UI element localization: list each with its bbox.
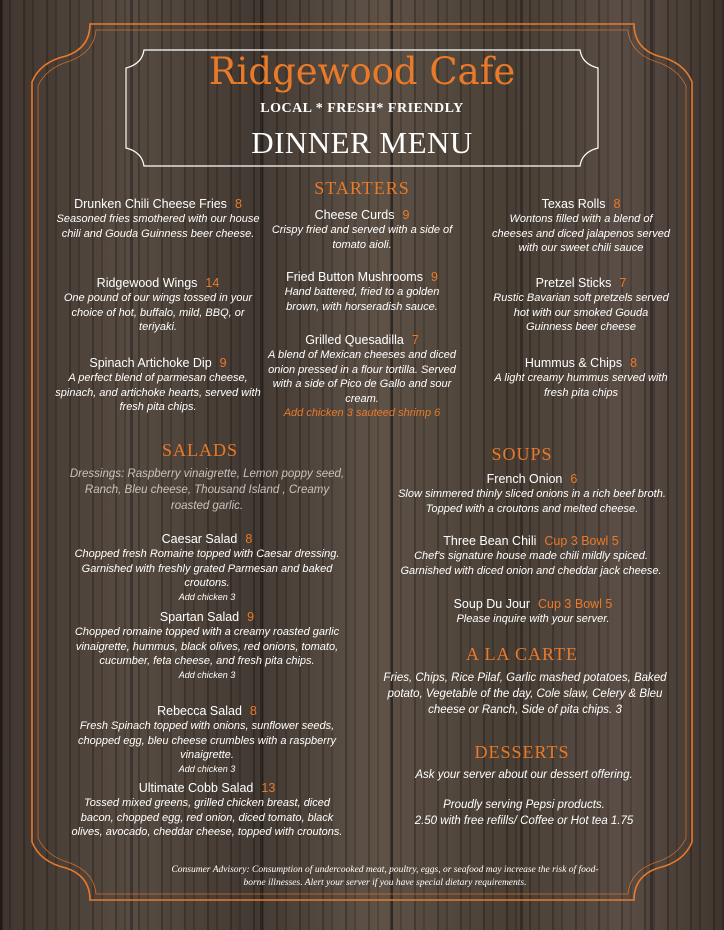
item-price: 7 — [619, 276, 627, 290]
item-name: Caesar Salad — [161, 532, 238, 546]
item-price: Cup 3 Bowl 5 — [538, 597, 613, 611]
item-price: 14 — [205, 276, 220, 290]
item-addon: Add chicken 3 — [178, 763, 236, 774]
item-price: 9 — [430, 270, 438, 284]
soups-heading: SOUPS — [491, 444, 553, 464]
item-name: French Onion — [486, 472, 563, 486]
a-la-carte-heading: A LA CARTE — [466, 644, 578, 664]
item-name: Fried Button Mushrooms — [286, 270, 423, 284]
menu-item — [408, 596, 658, 627]
item-price: 9 — [402, 208, 410, 222]
item-desc: Chopped romaine topped with a creamy roasted garlic vinaigrette, hummus, black olives, red onions, tomato, cucumber, feta cheese, and fresh pita chips. — [74, 626, 340, 667]
item-name: Grilled Quesadilla — [305, 333, 404, 347]
cafe-title: Ridgewood Cafe — [208, 50, 516, 93]
item-desc: Slow simmered thinly sliced onions in a rich beef broth. Topped with a croutons and melted cheese. — [398, 488, 666, 515]
drinks-line-1: Proudly serving Pepsi products. — [443, 799, 605, 811]
menu-item — [392, 533, 670, 578]
menu-item — [490, 275, 672, 335]
item-price: 7 — [411, 333, 419, 347]
item-price: 9 — [247, 610, 255, 624]
item-price: 8 — [234, 197, 242, 211]
item-desc: Rustic Bavarian soft pretzels served hot with our smoked Gouda Guinness beer cheese — [493, 292, 669, 333]
menu-item — [66, 703, 348, 776]
item-addon: Add chicken 3 — [178, 669, 236, 680]
starters-heading: STARTERS — [314, 178, 410, 198]
dressings-list — [68, 466, 346, 514]
tagline: LOCAL * FRESH* FRIENDLY — [260, 101, 464, 116]
desserts-heading: DESSERTS — [474, 742, 570, 762]
item-price: Cup 3 Bowl 5 — [544, 534, 619, 548]
item-price: 8 — [245, 532, 253, 546]
item-addon: Add chicken 3 sauteed shrimp 6 — [283, 407, 441, 419]
item-price: 6 — [570, 472, 578, 486]
menu-item — [66, 780, 348, 840]
item-name: Cheese Curds — [314, 208, 395, 222]
menu-item — [490, 196, 672, 256]
menu-item — [268, 207, 456, 252]
item-name: Texas Rolls — [541, 197, 606, 211]
item-price: 8 — [613, 197, 621, 211]
sides-text: Fries, Chips, Rice Pilaf, Garlic mashed potatoes, Baked potato, Vegetable of the day, Cole slaw, Celery & Bleu cheese or Ranch, Side of pita chips. 3 — [383, 672, 667, 716]
drinks-line-2: 2.50 with free refills/ Coffee or Hot tea 1.75 — [414, 815, 634, 827]
desserts-info — [392, 767, 656, 829]
item-desc: A blend of Mexican cheeses and diced onion pressed in a flour tortilla. Served with a side of Pico de Gallo and sour cream. — [268, 349, 456, 405]
item-name: Hummus & Chips — [524, 356, 623, 370]
item-desc: Fresh Spinach topped with onions, sunflower seeds, chopped egg, bleu cheese crumbles with a raspberry vinaigrette. — [77, 720, 337, 761]
item-desc: Crispy fried and served with a side of tomato aioli. — [271, 224, 453, 251]
salads-heading: SALADS — [161, 440, 238, 460]
item-desc: Tossed mixed greens, grilled chicken breast, diced bacon, chopped egg, red onion, diced tomato, black olives, avocado, cheddar cheese, topped with croutons. — [71, 797, 343, 838]
dressings-text: Dressings: Raspberry vinaigrette, Lemon poppy seed, Ranch, Bleu cheese, Thousand Island , Creamy roasted garlic. — [69, 468, 345, 512]
item-desc: A perfect blend of parmesan cheese, spinach, and artichoke hearts, served with fresh pita chips. — [55, 372, 261, 413]
menu-item — [52, 275, 264, 335]
menu-item — [60, 531, 354, 604]
item-name: Rebecca Salad — [157, 704, 242, 718]
item-name: Ultimate Cobb Salad — [138, 781, 254, 795]
desserts-text: Ask your server about our dessert offering. — [415, 769, 633, 781]
item-name: Spinach Artichoke Dip — [89, 356, 212, 370]
menu-item — [268, 269, 456, 314]
item-desc: Chopped fresh Romaine topped with Caesar dressing. Garnished with freshly grated Parmesan and baked croutons. — [74, 548, 340, 589]
item-name: Spartan Salad — [159, 610, 240, 624]
item-desc: Please inquire with your server. — [456, 613, 610, 625]
menu-name: DINNER MENU — [251, 125, 473, 160]
item-desc: Hand battered, fried to a golden brown, with horseradish sauce. — [284, 286, 440, 313]
menu-item — [52, 355, 264, 415]
item-desc: One pound of our wings tossed in your choice of hot, buffalo, mild, BBQ, or teriyaki. — [63, 292, 253, 333]
item-price: 9 — [219, 356, 227, 370]
item-name: Ridgewood Wings — [96, 276, 198, 290]
item-name: Drunken Chili Cheese Fries — [74, 197, 227, 211]
item-desc: Seasoned fries smothered with our house chili and Gouda Guinness beer cheese. — [56, 213, 260, 240]
item-desc: A light creamy hummus served with fresh pita chips — [494, 372, 668, 399]
item-addon: Add chicken 3 — [178, 591, 236, 602]
item-price: 13 — [261, 781, 276, 795]
a-la-carte-sides — [382, 670, 668, 718]
menu-item — [396, 471, 668, 516]
menu-item — [72, 609, 342, 682]
item-name: Soup Du Jour — [453, 597, 531, 611]
item-desc: Wontons filled with a blend of cheeses and diced jalapenos served with our sweet chili sauce — [492, 213, 670, 254]
item-desc: Chef's signature house made chili mildly spiced. Garnished with diced onion and cheddar jack cheese. — [400, 550, 662, 577]
item-name: Three Bean Chili — [443, 534, 537, 548]
menu-item — [52, 196, 264, 241]
menu-item — [490, 355, 672, 400]
item-price: 8 — [249, 704, 257, 718]
item-name: Pretzel Sticks — [535, 276, 612, 290]
consumer-advisory: Consumer Advisory: Consumption of undercooked meat, poultry, eggs, or seafood may increase the risk of food-borne illnesses. Alert your server if you have special dietary requirements. — [171, 865, 599, 888]
menu-item — [268, 332, 456, 421]
item-price: 8 — [630, 356, 638, 370]
